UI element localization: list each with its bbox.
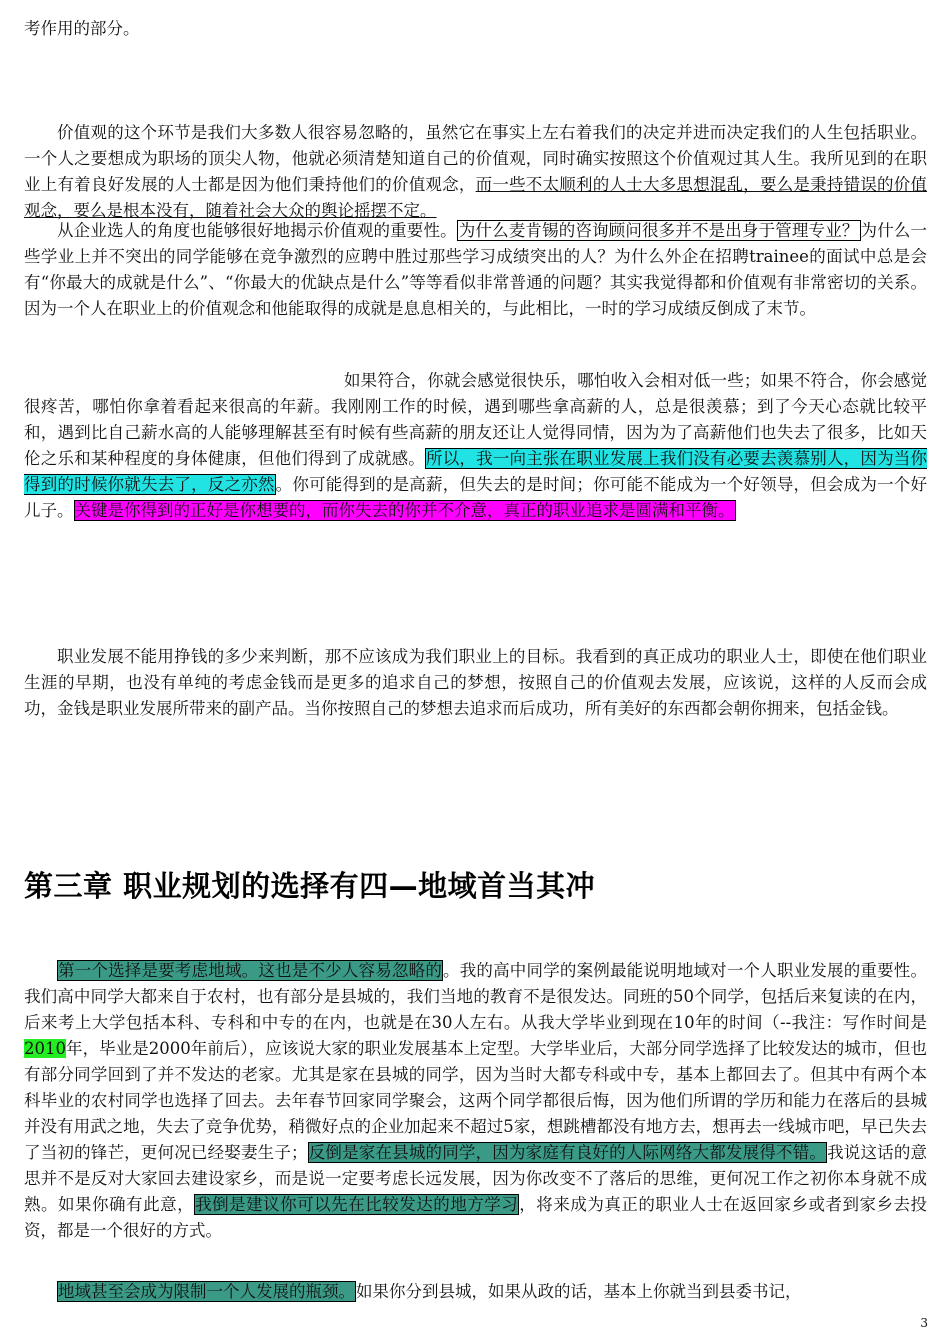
paragraph-money: 职业发展不能用挣钱的多少来判断，那不应该成为我们职业上的目标。我看到的真正成功的职业人士，即使在他们职业生涯的早期，也没有单纯的考虑金钱而是更多的追求自己的梦想，按照自己的价值观去发展，应该说，这样的人反而会成功，金钱是职业发展所带来的副产品。当你按照自己的梦想去追求而后成功，所有美好的东西都会朝你拥来，包括金钱。 xyxy=(24,647,927,718)
teal-highlight-bottleneck: 地域甚至会成为限制一个人发展的瓶颈。 xyxy=(58,1282,355,1301)
paragraph-fit xyxy=(24,368,927,524)
mckinsey-boxed-text: 为什么麦肯锡的咨询顾问很多并不是出身于管理专业？ xyxy=(458,221,859,240)
values-underlined-text: 而一些不太顺利的人士大多思想混乱，要么是秉持错误的价值观念，要么是根本没有，随着社会大众的舆论摇摆不定。 xyxy=(24,175,928,220)
paragraph-bottleneck xyxy=(24,1280,927,1304)
fit-text: 如果符合，你就会感觉很快乐，哪怕收入会相对低一些；如果不符合，你会感觉很疼苦，哪怕你拿着看起来很高的年薪。我刚刚工作的时候，遇到哪些拿高薪的人，总是很羡慕；到了今天心态就比较平和，遇到比自己薪水高的人能够理解甚至有时候有些高薪的朋友还让人觉得同情，因为为了高薪他们也失去了很多，比如天伦之乐和某种程度的身体健康，但他们得到了成就感。 xyxy=(24,371,927,468)
magenta-highlight-text: 关键是你得到的正好是你想要的，而你失去的你并不介意，真正的职业追求是圆满和平衡。 xyxy=(74,501,735,520)
region-text: 。我的高中同学的案例最能说明地域对一个人职业发展的重要性。我们高中同学大都来自于农村，也有部分是县城的，我们当地的教育不是很发达。同班的50个同学，包括后来复读的在内，后来考上大学包括本科、专科和中专的在内，也就是在30人左右。从我大学毕业到现在10年的时间（--我注：写作时间是 xyxy=(24,961,928,1032)
green-highlight-year: 2010 xyxy=(24,1039,66,1058)
page-number: 3 xyxy=(920,1316,928,1330)
chapter-heading: 第三章 职业规划的选择有四—地域首当其冲 xyxy=(24,869,596,903)
paragraph-region xyxy=(24,958,927,1244)
teal-highlight-suggest: 我倒是建议你可以先在比较发达的地方学习 xyxy=(195,1195,519,1214)
bottleneck-text: 如果你分到县城，如果从政的话，基本上你就当到县委书记， xyxy=(356,1282,802,1301)
region-text-continued: ，应该说大家的职业发展基本上定型。大学毕业后，大部分同学选择了比较发达的城市，但也有部分同学回到了并不发达的老家。尤其是家在县城的同学，因为当时大都专科或中专，基本上都回去了。但其中有两个本科毕业的农村同学也选择了回去。去年春节回家同学聚会，这两个同学都很后悔，因为他们所谓的学历和能力在落后的县城并没有用武之地，失去了竞争优势，稍微好点的企业加起来不超过5家，想跳槽都没有地方去，想再去一线城市吧，早已失去了当初的锋芒，更何况已经娶妻生子； xyxy=(24,1039,927,1162)
region-note-text: 年，毕业是2000年前后） xyxy=(66,1039,249,1058)
region-advice-text: 我说这话的意思并不是反对大家回去建设家乡，而是说一定要考虑长远发展，因为你改变不了落后的思维，更何况工作之初你本身就不成熟。如果你确有此意， xyxy=(24,1143,928,1214)
employer-text-rest: 为什么一些学业上并不突出的同学能够在竞争激烈的应聘中胜过那些学习成绩突出的人？为什么外企在招聘trainee的面试中总是会有“你最大的成就是什么”、“你最大的优缺点是什么”等等看似非常普通的问题？其实我觉得都和价值观有非常密切的关系。因为一个人在职业上的价值观念和他能取得的成就是息息相关的，与此相比，一时的学习成绩反倒成了末节。 xyxy=(24,221,928,318)
cyan-highlight-text: 所以，我一向主张在职业发展上我们没有必要去羡慕别人，因为当你得到的时候你就失去了，反之亦然 xyxy=(24,449,928,494)
fit-text-middle: 。你可能得到的是高薪，但失去的是时间；你可能不能成为一个好领导，但会成为一个好儿子。 xyxy=(24,475,928,520)
employer-text-start: 从企业选人的角度也能够很好地揭示价值观的重要性。 xyxy=(57,221,457,240)
paragraph-continuation: 考作用的部分。 xyxy=(24,19,140,38)
teal-highlight-county: 反倒是家在县城的同学，因为家庭有良好的人际网络大都发展得不错。 xyxy=(308,1143,827,1162)
paragraph-employer-view xyxy=(24,218,927,322)
paragraph-values xyxy=(24,120,927,224)
teal-highlight-region: 第一个选择是要考虑地域。这也是不少人容易忽略的 xyxy=(58,961,443,980)
region-closing-text: ，将来成为真正的职业人士在返回家乡或者到家乡去投资，都是一个很好的方式。 xyxy=(24,1195,928,1240)
values-text: 价值观的这个环节是我们大多数人很容易忽略的，虽然它在事实上左右着我们的决定并进而决定我们的人生包括职业。一个人之要想成为职场的顶尖人物，他就必须清楚知道自己的价值观，同时确实按照这个价值观过其人生。我所见到的在职业上有着良好发展的人士都是因为他们秉持他们的价值观念， xyxy=(24,123,927,194)
